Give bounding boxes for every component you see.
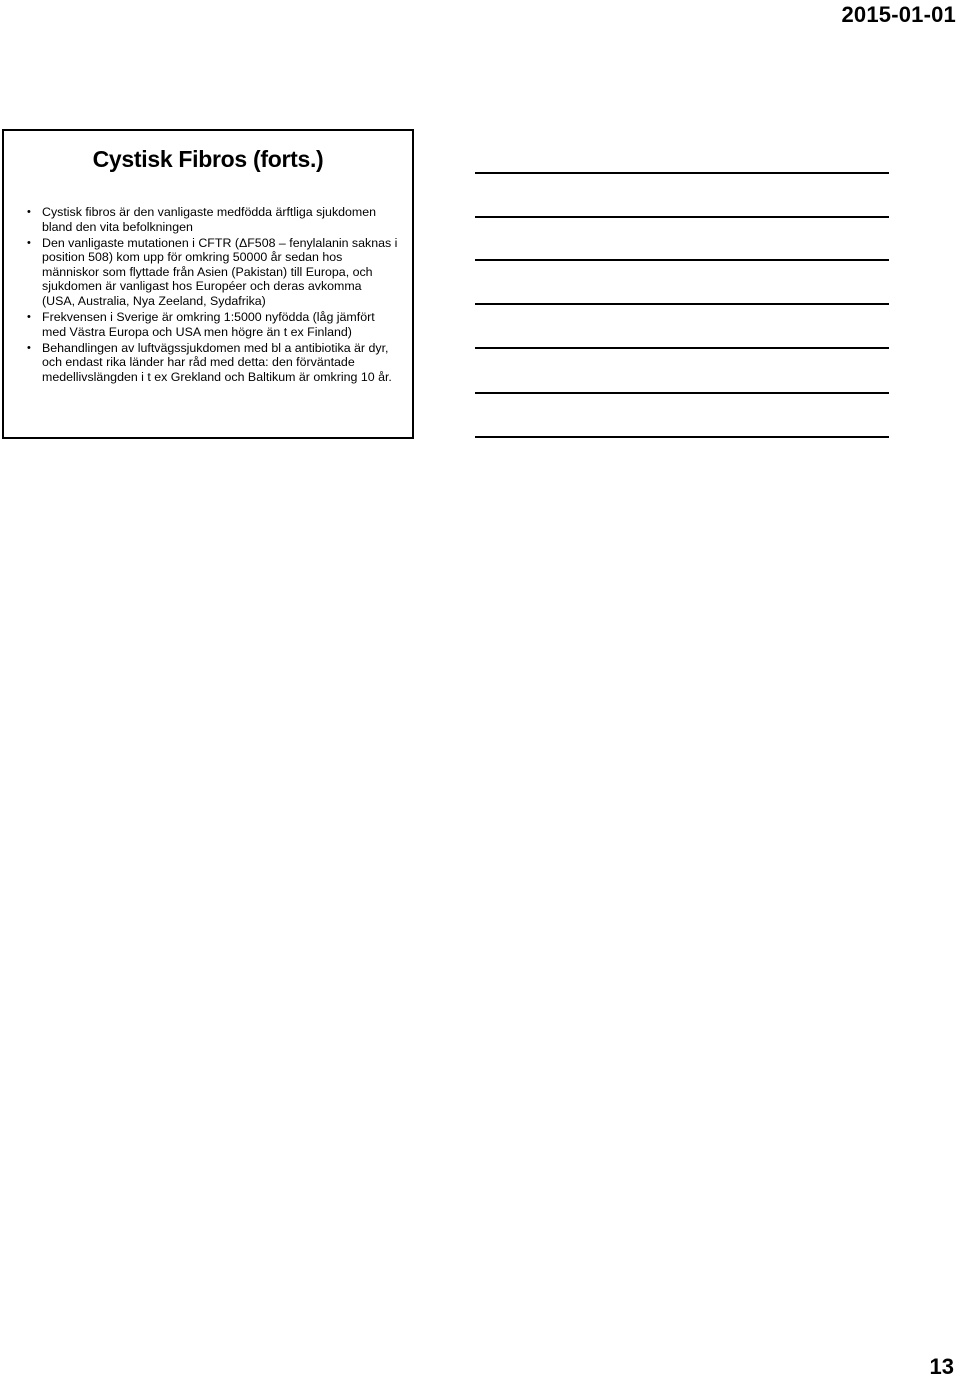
note-line — [475, 216, 889, 218]
slide-thumbnail — [2, 129, 414, 439]
note-line — [475, 303, 889, 305]
bullet-item — [26, 310, 398, 339]
page-number: 13 — [929, 1354, 954, 1379]
page-date: 2015-01-01 — [841, 2, 956, 27]
bullet-item — [26, 236, 398, 309]
bullet-icon: • — [27, 206, 31, 218]
bullet-text: Frekvensen i Sverige är omkring 1:5000 nyfödda (låg jämfört med Västra Europa och USA men högre än t ex Finland) — [42, 310, 375, 339]
bullet-text: Den vanligaste mutationen i CFTR (ΔF508 – fenylalanin saknas i position 508) kom upp för omkring 50000 år sedan hos människor som flyttade från Asien (Pakistan) till Europa, och sjukdomen är vanligast hos Européer och deras avkomma (USA, Australia, Nya Zeeland, Sydafrika) — [42, 235, 398, 309]
bullet-icon: • — [27, 341, 31, 354]
note-line — [475, 392, 889, 394]
bullet-item — [26, 341, 398, 385]
note-line — [475, 259, 889, 261]
bullet-text: Cystisk fibros är den vanligaste medfödda ärftliga sjukdomen bland den vita befolkningen — [42, 205, 377, 234]
bullet-item — [26, 205, 398, 234]
bullet-list — [26, 205, 398, 386]
note-line — [475, 172, 889, 174]
bullet-icon: • — [27, 236, 31, 249]
slide-title: Cystisk Fibros (forts.) — [92, 146, 324, 172]
note-line — [475, 347, 889, 349]
note-line — [475, 436, 889, 438]
bullet-icon: • — [27, 311, 31, 324]
bullet-text: Behandlingen av luftvägssjukdomen med bl a antibiotika är dyr, och endast rika länder har råd med detta: den förväntade medellivslängden i t ex Grekland och Baltikum är omkring 10 år. — [42, 340, 392, 385]
